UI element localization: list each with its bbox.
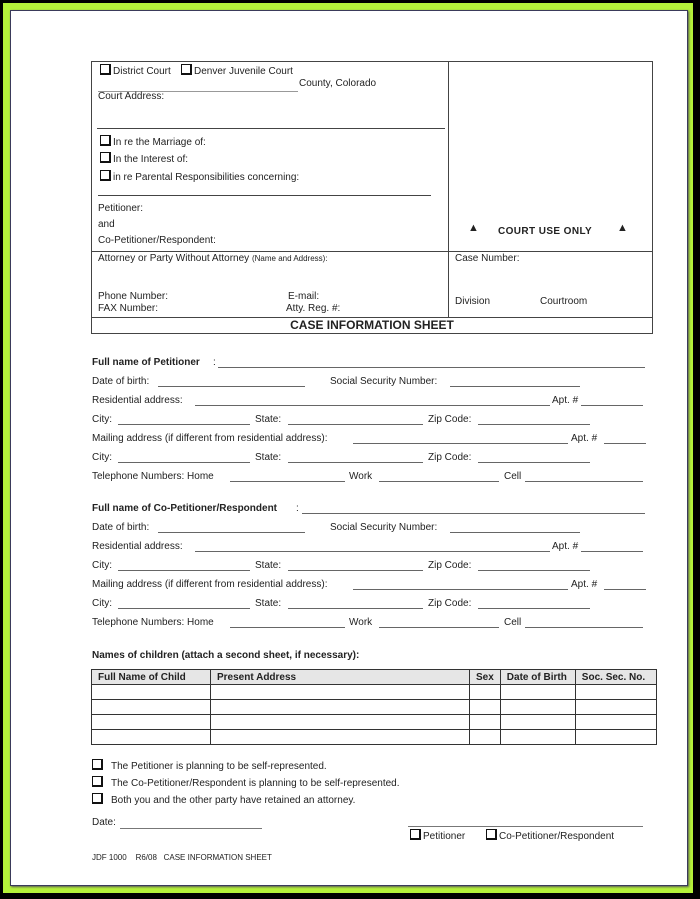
- option-label: In re the Marriage of:: [113, 137, 206, 148]
- children-heading: Names of children (attach a second sheet, if necessary):: [92, 650, 360, 661]
- column-header: Sex: [470, 670, 501, 685]
- attorney-label: [98, 253, 328, 265]
- district-court-checkbox[interactable]: [100, 64, 171, 78]
- children-table: [91, 669, 657, 745]
- cell[interactable]: [575, 700, 656, 715]
- input-line[interactable]: [288, 424, 423, 425]
- cell[interactable]: [211, 685, 470, 700]
- input-line[interactable]: [288, 462, 423, 463]
- triangle-up-icon: ▲: [468, 222, 479, 234]
- table-row: [92, 685, 657, 700]
- copetitioner-full-name-label: Full name of Co-Petitioner/Respondent: [92, 503, 278, 514]
- field-label: Work: [349, 617, 373, 628]
- case-number-label: Case Number:: [455, 253, 520, 264]
- table-row: [92, 715, 657, 730]
- column-header: Date of Birth: [500, 670, 575, 685]
- checkbox-icon[interactable]: [100, 135, 111, 146]
- field-label: Residential address:: [92, 395, 183, 406]
- copetitioner-signer-checkbox[interactable]: [486, 829, 614, 843]
- triangle-up-icon: ▲: [617, 222, 628, 234]
- option-label: District Court: [113, 66, 171, 77]
- cell[interactable]: [92, 730, 211, 745]
- colon: :: [213, 357, 216, 368]
- field-label: Date of birth:: [92, 522, 150, 533]
- cell[interactable]: [470, 700, 501, 715]
- divider: [448, 61, 449, 317]
- column-header: Full Name of Child: [92, 670, 211, 685]
- field-label: Mailing address (if different from residential address):: [92, 433, 328, 444]
- checkbox-icon[interactable]: [92, 759, 103, 770]
- field-label: Zip Code:: [428, 598, 472, 609]
- court-address-label: Court Address:: [98, 91, 165, 102]
- field-label: Social Security Number:: [330, 376, 438, 387]
- cell[interactable]: [470, 730, 501, 745]
- field-label: Date of birth:: [92, 376, 150, 387]
- option-label: Petitioner: [423, 831, 466, 842]
- input-line[interactable]: [478, 608, 590, 609]
- table-header-row: [92, 670, 657, 685]
- checkbox-icon[interactable]: [100, 170, 111, 181]
- input-line[interactable]: [195, 405, 550, 406]
- cell[interactable]: [92, 700, 211, 715]
- input-line[interactable]: [478, 570, 590, 571]
- atty-reg-label: Atty. Reg. #:: [286, 303, 341, 314]
- input-line[interactable]: [581, 405, 643, 406]
- footer: JDF 1000 R6/08 CASE INFORMATION SHEET: [92, 853, 272, 862]
- checkbox-icon[interactable]: [410, 829, 421, 840]
- field-label: Telephone Numbers: Home: [92, 617, 214, 628]
- field-label: Residential address:: [92, 541, 183, 552]
- cell[interactable]: [575, 715, 656, 730]
- cell[interactable]: [500, 700, 575, 715]
- option-label: Denver Juvenile Court: [194, 66, 293, 77]
- cell[interactable]: [211, 715, 470, 730]
- option-label: in re Parental Responsibilities concerning:: [113, 172, 300, 183]
- field-label: Telephone Numbers: Home: [92, 471, 214, 482]
- checkbox-icon[interactable]: [100, 152, 111, 163]
- input-line[interactable]: [118, 462, 250, 463]
- input-line[interactable]: [288, 608, 423, 609]
- option-label: The Petitioner is planning to be self-represented.: [111, 761, 327, 772]
- input-line[interactable]: [525, 481, 643, 482]
- input-line[interactable]: [230, 627, 345, 628]
- table-row: [92, 730, 657, 745]
- copetitioner-self-represented-checkbox[interactable]: [92, 776, 400, 790]
- field-label: Work: [349, 471, 373, 482]
- attorney-label-text: Attorney or Party Without Attorney: [98, 253, 250, 264]
- marriage-checkbox[interactable]: [100, 135, 206, 149]
- input-line[interactable]: [450, 532, 580, 533]
- petitioner-full-name-field[interactable]: [218, 367, 645, 368]
- column-header: Soc. Sec. No.: [575, 670, 656, 685]
- attorney-note: (Name and Address):: [251, 254, 328, 263]
- column-header: Present Address: [211, 670, 470, 685]
- copetitioner-label: Co-Petitioner/Respondent:: [98, 235, 216, 246]
- input-line[interactable]: [581, 551, 643, 552]
- input-line[interactable]: [158, 386, 305, 387]
- field-label: City:: [92, 560, 112, 571]
- divider: [91, 251, 653, 252]
- page-title: CASE INFORMATION SHEET: [290, 318, 454, 332]
- petitioner-label: Petitioner:: [98, 203, 144, 214]
- interest-checkbox[interactable]: [100, 152, 188, 166]
- cell[interactable]: [500, 715, 575, 730]
- field-label: Zip Code:: [428, 452, 472, 463]
- petitioner-signer-checkbox[interactable]: [410, 829, 465, 843]
- field-label: Zip Code:: [428, 414, 472, 425]
- input-line[interactable]: [604, 589, 646, 590]
- input-line[interactable]: [379, 481, 499, 482]
- field-label: Apt. #: [552, 395, 579, 406]
- input-line[interactable]: [478, 462, 590, 463]
- input-line[interactable]: [118, 608, 250, 609]
- option-label: Co-Petitioner/Respondent: [499, 831, 615, 842]
- field-label: State:: [255, 598, 282, 609]
- cell[interactable]: [92, 685, 211, 700]
- checkbox-icon[interactable]: [181, 64, 192, 75]
- both-retained-attorney-checkbox[interactable]: [92, 793, 355, 807]
- field-label: Zip Code:: [428, 560, 472, 571]
- field-label: State:: [255, 452, 282, 463]
- checkbox-icon[interactable]: [486, 829, 497, 840]
- checkbox-icon[interactable]: [92, 793, 103, 804]
- input-line[interactable]: [158, 532, 305, 533]
- division-label: Division: [455, 296, 491, 307]
- table-row: [92, 700, 657, 715]
- input-line[interactable]: [353, 443, 568, 444]
- field-label: Apt. #: [571, 579, 598, 590]
- field-label: City:: [92, 452, 112, 463]
- input-line[interactable]: [288, 570, 423, 571]
- cell[interactable]: [500, 685, 575, 700]
- fax-label: FAX Number:: [98, 303, 159, 314]
- field-label: Apt. #: [552, 541, 579, 552]
- copetitioner-full-name-field[interactable]: [302, 513, 645, 514]
- checkbox-icon[interactable]: [100, 64, 111, 75]
- input-line[interactable]: [230, 481, 345, 482]
- field-label: Cell: [504, 471, 522, 482]
- input-line[interactable]: [379, 627, 499, 628]
- colon: :: [296, 503, 299, 514]
- denver-juvenile-court-checkbox[interactable]: [181, 64, 293, 78]
- input-line[interactable]: [118, 424, 250, 425]
- checkbox-icon[interactable]: [92, 776, 103, 787]
- cell[interactable]: [211, 700, 470, 715]
- cell[interactable]: [92, 715, 211, 730]
- field-label: City:: [92, 414, 112, 425]
- field-label: Social Security Number:: [330, 522, 438, 533]
- cell[interactable]: [575, 730, 656, 745]
- field-label: State:: [255, 560, 282, 571]
- parental-responsibilities-checkbox[interactable]: [100, 170, 299, 184]
- date-line[interactable]: [120, 828, 262, 829]
- input-line[interactable]: [353, 589, 568, 590]
- courtroom-label: Courtroom: [540, 296, 588, 307]
- field-label: Mailing address (if different from residential address):: [92, 579, 328, 590]
- input-line[interactable]: [478, 424, 590, 425]
- option-label: Both you and the other party have retained an attorney.: [111, 795, 356, 806]
- cell[interactable]: [211, 730, 470, 745]
- date-label: Date:: [92, 817, 116, 828]
- cell[interactable]: [470, 715, 501, 730]
- option-label: The Co-Petitioner/Respondent is planning to be self-represented.: [111, 778, 400, 789]
- field-label: City:: [92, 598, 112, 609]
- petitioner-full-name-label: Full name of Petitioner: [92, 357, 200, 368]
- option-label: In the Interest of:: [113, 154, 189, 165]
- petitioner-self-represented-checkbox[interactable]: [92, 759, 327, 773]
- cell[interactable]: [500, 730, 575, 745]
- input-line[interactable]: [118, 570, 250, 571]
- field-label: Apt. #: [571, 433, 598, 444]
- caption-box: [91, 61, 653, 334]
- divider: [97, 128, 445, 129]
- county-label: County, Colorado: [299, 78, 377, 89]
- signature-line[interactable]: [408, 826, 643, 827]
- input-line[interactable]: [195, 551, 550, 552]
- input-line[interactable]: [450, 386, 580, 387]
- concerning-line[interactable]: [98, 195, 431, 196]
- field-label: State:: [255, 414, 282, 425]
- cell[interactable]: [575, 685, 656, 700]
- and-label: and: [98, 219, 115, 230]
- court-use-only-label: COURT USE ONLY: [498, 226, 593, 237]
- input-line[interactable]: [525, 627, 643, 628]
- email-label: E-mail:: [288, 291, 320, 302]
- field-label: Cell: [504, 617, 522, 628]
- cell[interactable]: [470, 685, 501, 700]
- input-line[interactable]: [604, 443, 646, 444]
- phone-label: Phone Number:: [98, 291, 169, 302]
